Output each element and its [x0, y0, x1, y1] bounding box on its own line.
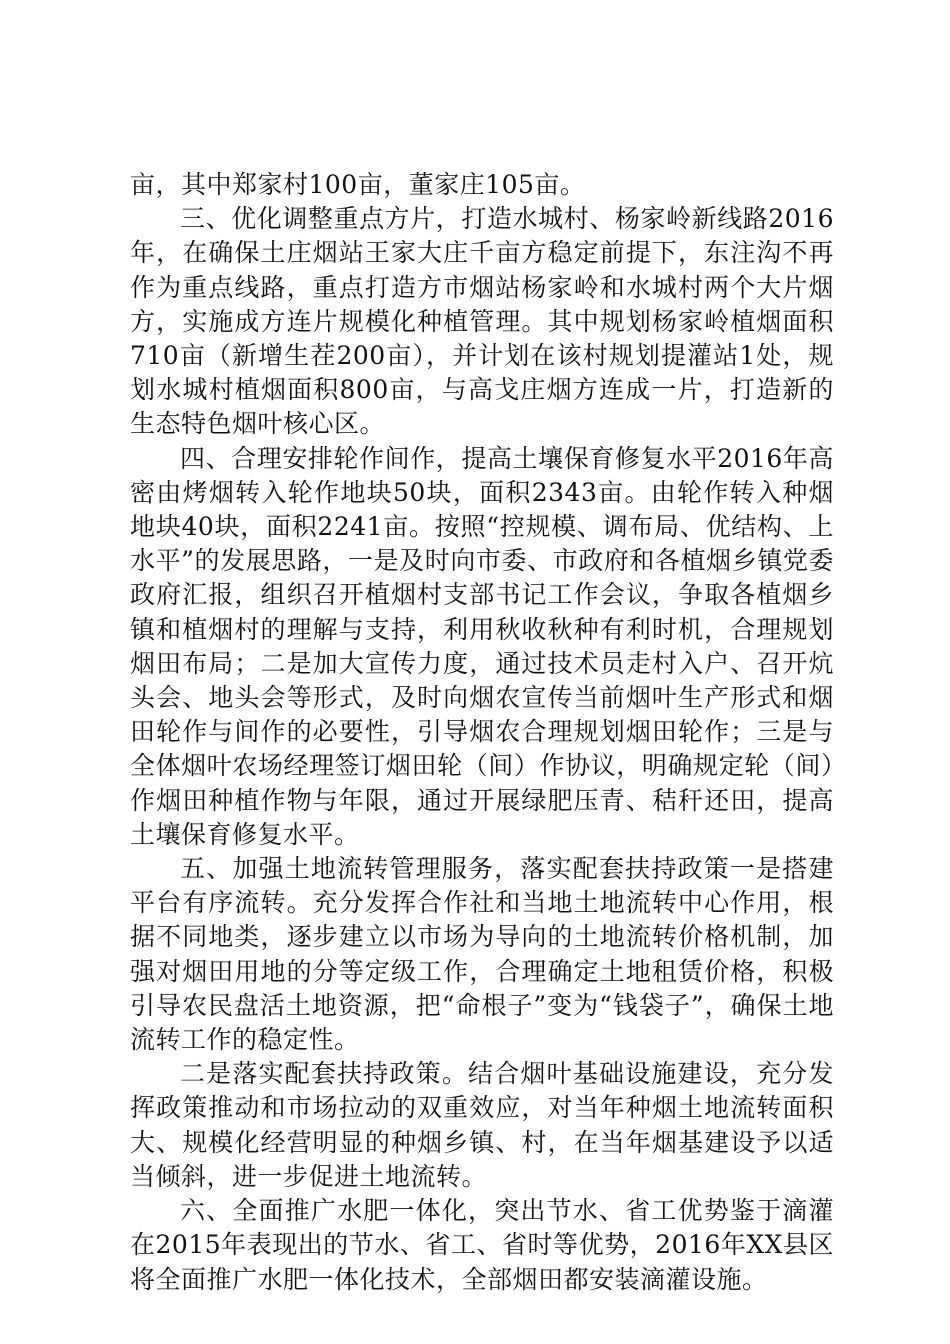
paragraph-continuation: 亩，其中郑家村100亩，董家庄105亩。	[130, 170, 586, 199]
paragraph-section-5-part-2: 二是落实配套扶持政策。结合烟叶基础设施建设，充分发挥政策推动和市场拉动的双重效应，对当年种烟土地流转面积大、规模化经营明显的种烟乡镇、村，在当年烟基建设予以适当倾斜，进一步促进土地流转。	[130, 1059, 834, 1191]
paragraph-section-3: 三、优化调整重点方片，打造水城村、杨家岭新线路2016年，在确保土庄烟站王家大庄千亩方稳定前提下，东注沟不再作为重点线路，重点打造方市烟站杨家岭和水城村两个大片烟方，实施成方连片规模化种植管理。其中规划杨家岭植烟面积710亩（新增生茬200亩），并计划在该村规划提灌站1处，规划水城村植烟面积800亩，与高戈庄烟方连成一片，打造新的生态特色烟叶核心区。	[130, 204, 834, 439]
paragraph-section-5: 五、加强土地流转管理服务，落实配套扶持政策一是搭建平台有序流转。充分发挥合作社和当地土地流转中心作用，根据不同地类，逐步建立以市场为导向的土地流转价格机制，加强对烟田用地的分等定级工作，合理确定土地租赁价格，积极引导农民盘活土地资源，把“命根子”变为“钱袋子”，确保土地流转工作的稳定性。	[130, 854, 834, 1055]
paragraph-section-6: 六、全面推广水肥一体化，突出节水、省工优势鉴于滴灌在2015年表现出的节水、省工、省时等优势，2016年XX县区将全面推广水肥一体化技术，全部烟田都安装滴灌设施。	[130, 1196, 834, 1294]
document-body	[130, 168, 834, 1297]
paragraph-section-4: 四、合理安排轮作间作，提高土壤保育修复水平2016年高密由烤烟转入轮作地块50块，面积2343亩。由轮作转入种烟地块40块，面积2241亩。按照“控规模、调布局、优结构、上水平”的发展思路，一是及时向市委、市政府和各植烟乡镇党委政府汇报，组织召开植烟村支部书记工作会议，争取各植烟乡镇和植烟村的理解与支持，利用秋收秋种有利时机，合理规划烟田布局；二是加大宣传力度，通过技术员走村入户、召开炕头会、地头会等形式，及时向烟农宣传当前烟叶生产形式和烟田轮作与间作的必要性，引导烟农合理规划烟田轮作；三是与全体烟叶农场经理签订烟田轮（间）作协议，明确规定轮（间）作烟田种植作物与年限，通过开展绿肥压青、秸秆还田，提高土壤保育修复水平。	[130, 443, 834, 849]
